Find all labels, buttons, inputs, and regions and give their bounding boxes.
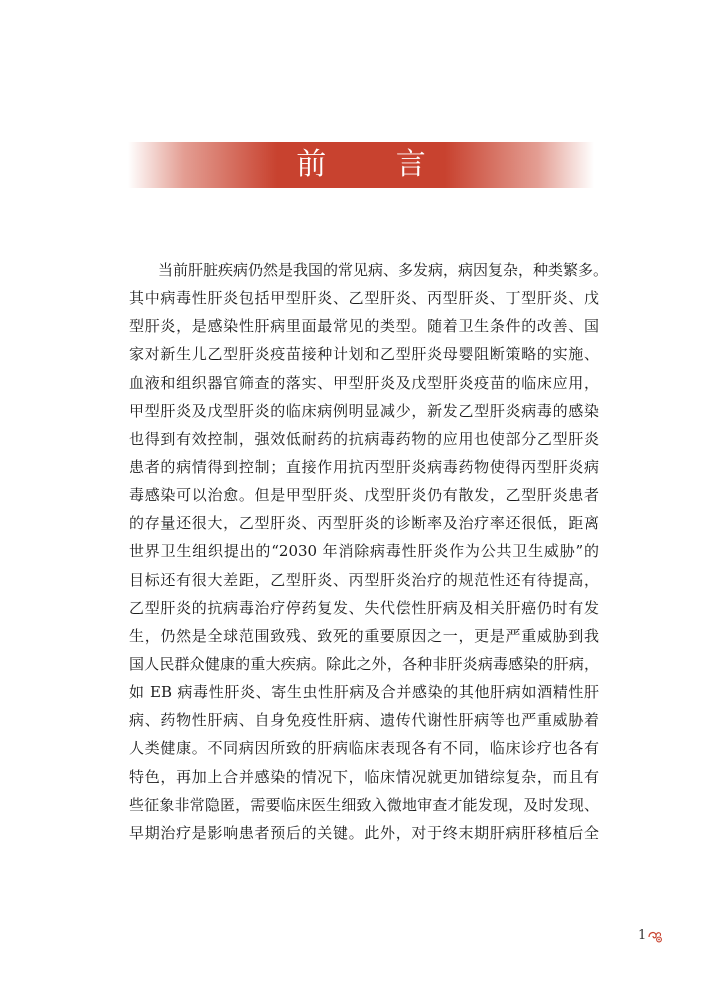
paragraph-line: 的存量还很大，乙型肝炎、丙型肝炎的诊断率及治疗率还很低，距离 [129, 514, 599, 533]
decorative-swirl-icon [647, 929, 663, 943]
paragraph-line: 世界卫生组织提出的“2030 年消除病毒性肝炎作为公共卫生威胁”的 [129, 542, 599, 561]
paragraph-line: 人类健康。不同病因所致的肝病临床表现各有不同，临床诊疗也各有 [129, 739, 599, 758]
paragraph-line: 早期治疗是影响患者预后的关键。此外，对于终末期肝病肝移植后全 [129, 823, 599, 842]
preface-paragraph [129, 256, 609, 847]
paragraph-line: 其中病毒性肝炎包括甲型肝炎、乙型肝炎、丙型肝炎、丁型肝炎、戊 [129, 289, 599, 308]
paragraph-line: 当前肝脏疾病仍然是我国的常见病、多发病，病因复杂，种类繁多。 [158, 261, 609, 279]
paragraph-line: 甲型肝炎及戊型肝炎的临床病例明显减少，新发乙型肝炎病毒的感染 [129, 401, 599, 420]
paragraph-line: 国人民群众健康的重大疾病。除此之外，各种非肝炎病毒感染的肝病， [129, 654, 599, 673]
paragraph-line: 也得到有效控制，强效低耐药的抗病毒药物的应用也使部分乙型肝炎 [129, 429, 599, 448]
page-number: 1 [638, 928, 647, 943]
paragraph-line: 血液和组织器官筛查的落实、甲型肝炎及戊型肝炎疫苗的临床应用， [129, 373, 599, 392]
paragraph-line: 特色，再加上合并感染的情况下，临床情况就更加错综复杂，而且有 [129, 767, 599, 786]
paragraph-line: 如 EB 病毒性肝炎、寄生虫性肝病及合并感染的其他肝病如酒精性肝 [129, 683, 599, 702]
paragraph-line: 生，仍然是全球范围致残、致死的重要原因之一，更是严重威胁到我 [129, 626, 599, 645]
paragraph-line: 家对新生儿乙型肝炎疫苗接种计划和乙型肝炎母婴阻断策略的实施、 [129, 345, 599, 364]
page-footer [638, 928, 663, 943]
paragraph-line: 目标还有很大差距，乙型肝炎、丙型肝炎治疗的规范性还有待提高， [129, 570, 599, 589]
paragraph-line: 患者的病情得到控制；直接作用抗丙型肝炎病毒药物使得丙型肝炎病 [129, 457, 599, 476]
paragraph-line: 乙型肝炎的抗病毒治疗停药复发、失代偿性肝病及相关肝癌仍时有发 [129, 598, 599, 617]
paragraph-line: 些征象非常隐匿，需要临床医生细致入微地审查才能发现，及时发现、 [129, 795, 599, 814]
paragraph-line: 病、药物性肝病、自身免疫性肝病、遗传代谢性肝病等也严重威胁着 [129, 711, 599, 730]
page-title: 前 言 [296, 147, 456, 182]
paragraph-line: 型肝炎，是感染性肝病里面最常见的类型。随着卫生条件的改善、国 [129, 317, 599, 336]
paragraph-line: 毒感染可以治愈。但是甲型肝炎、戊型肝炎仍有散发，乙型肝炎患者 [129, 486, 599, 505]
title-banner [128, 142, 594, 188]
